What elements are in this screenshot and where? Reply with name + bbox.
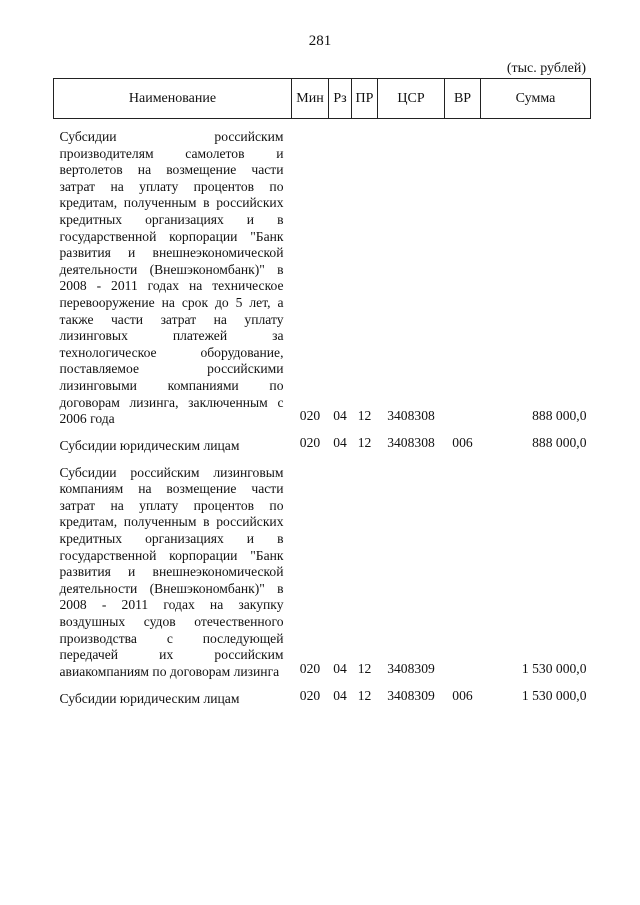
header-min: Мин bbox=[292, 79, 329, 119]
row-vr bbox=[445, 465, 481, 681]
header-vr: ВР bbox=[445, 79, 481, 119]
row-vr bbox=[445, 129, 481, 428]
row-name: Субсидии российским производителям самолетов и вертолетов на возмещение части затрат на уплату процентов по кредитам, полученным в российских кредитных организациях и в государственной корпорации "Банк развития и внешнеэкономической деятельности (Внешэкономбанк)" в 2008 - 2011 годах на техническое перевооружение на срок до 5 лет, а также части затрат на уплату лизинговых платежей за технологическое оборудование, поставляемое российскими лизинговыми компаниями по договорам лизинга, заключенным с 2006 года bbox=[59, 129, 284, 427]
row-name: Субсидии юридическим лицам bbox=[59, 438, 240, 454]
row-name: Субсидии юридическим лицам bbox=[59, 690, 240, 706]
table-row bbox=[54, 465, 591, 681]
header-sum: Сумма bbox=[481, 79, 591, 119]
row-name: Субсидии российским лизинговым компаниям на возмещение части затрат на уплату процентов по кредитам, полученным в российских кредитных организациях и в государственной корпорации "Банк развития и внешнеэкономической деятельности (Внешэкономбанк)" в 2008 - 2011 годах на закупку воздушных судов отечественного производства с последующей передачей их российским авиакомпаниям по договорам лизинга bbox=[59, 464, 284, 679]
row-sum: 888 000,0 bbox=[532, 408, 587, 424]
header-rz: Рз bbox=[329, 79, 352, 119]
row-min: 020 bbox=[299, 435, 321, 451]
row-rz: 04 bbox=[333, 408, 347, 424]
table-header-row bbox=[54, 79, 591, 119]
row-vr: 006 bbox=[452, 435, 473, 451]
row-rz: 04 bbox=[333, 687, 347, 703]
row-vr: 006 bbox=[452, 687, 473, 703]
header-pr: ПР bbox=[352, 79, 378, 119]
page-number: 281 bbox=[308, 33, 332, 49]
row-sum: 1 530 000,0 bbox=[521, 687, 587, 703]
row-csr: 3408308 bbox=[387, 408, 435, 424]
budget-table bbox=[53, 78, 591, 707]
row-csr: 3408308 bbox=[387, 435, 435, 451]
table-row bbox=[54, 129, 591, 428]
row-sum: 888 000,0 bbox=[532, 435, 587, 451]
table-row bbox=[54, 680, 591, 707]
row-rz: 04 bbox=[333, 660, 347, 676]
row-pr: 12 bbox=[357, 408, 372, 424]
table-row bbox=[54, 428, 591, 455]
row-sum: 1 530 000,0 bbox=[521, 660, 587, 676]
header-name: Наименование bbox=[54, 79, 292, 119]
row-min: 020 bbox=[299, 660, 321, 676]
row-pr: 12 bbox=[357, 687, 372, 703]
row-min: 020 bbox=[299, 408, 321, 424]
row-csr: 3408309 bbox=[387, 687, 435, 703]
row-pr: 12 bbox=[357, 660, 372, 676]
row-rz: 04 bbox=[333, 435, 347, 451]
row-min: 020 bbox=[299, 687, 321, 703]
row-pr: 12 bbox=[357, 435, 372, 451]
header-csr: ЦСР bbox=[378, 79, 445, 119]
row-csr: 3408309 bbox=[387, 660, 435, 676]
unit-label: (тыс. рублей) bbox=[506, 61, 586, 76]
